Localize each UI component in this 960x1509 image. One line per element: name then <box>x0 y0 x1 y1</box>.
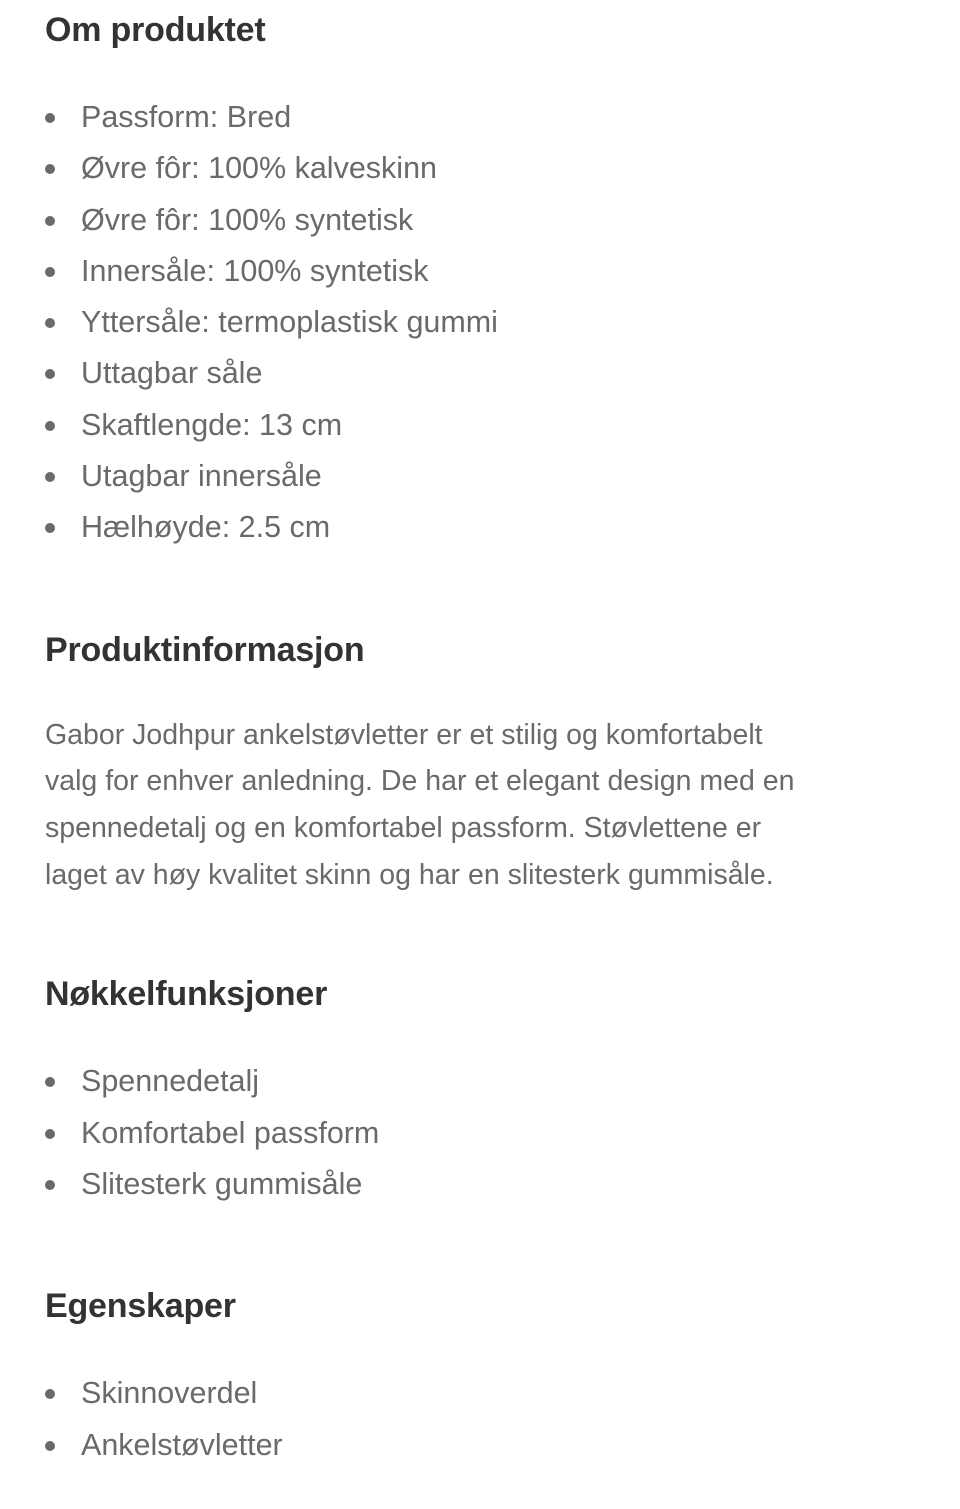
bullet-icon <box>45 523 55 533</box>
list-item <box>45 297 920 348</box>
list-item <box>45 348 920 399</box>
list-item <box>45 1159 920 1210</box>
bullet-icon <box>45 164 55 174</box>
list-item <box>45 246 920 297</box>
list-item <box>45 1420 920 1471</box>
bullet-icon <box>45 267 55 277</box>
description-line: valg for enhver anledning. De har et elegant design med en <box>45 765 795 798</box>
list-item-text: Skinnoverdel <box>81 1376 258 1411</box>
bullet-icon <box>45 1180 55 1190</box>
section-heading: Egenskaper <box>45 1287 236 1326</box>
bullet-icon <box>45 113 55 123</box>
list-item <box>45 1368 920 1419</box>
list-item-text: Skaftlengde: 13 cm <box>81 407 343 442</box>
list-item <box>45 92 920 143</box>
list-item <box>45 143 920 194</box>
bullet-icon <box>45 216 55 226</box>
bullet-list <box>45 92 920 554</box>
list-item-text: Slitesterk gummisåle <box>81 1167 363 1202</box>
section-heading: Nøkkelfunksjoner <box>45 975 328 1014</box>
list-item-text: Passform: Bred <box>81 100 292 134</box>
product-information-section <box>45 620 920 899</box>
bullet-icon <box>45 421 55 431</box>
list-item-text: Komfortabel passform <box>81 1115 380 1150</box>
section-heading: Om produktet <box>45 11 266 49</box>
list-item <box>45 400 920 451</box>
list-item-text: Hælhøyde: 2.5 cm <box>81 510 331 545</box>
list-item-text: Ankelstøvletter <box>81 1427 283 1462</box>
description-paragraph <box>45 712 920 899</box>
bullet-icon <box>45 369 55 379</box>
list-item <box>45 195 920 246</box>
section-heading: Produktinformasjon <box>45 630 365 669</box>
bullet-list <box>45 1368 920 1471</box>
key-features-section <box>45 964 920 1210</box>
list-item-text: Uttagbar såle <box>81 356 263 391</box>
bullet-icon <box>45 1389 55 1399</box>
list-item-text: Øvre fôr: 100% kalveskinn <box>81 151 437 186</box>
about-product-section <box>45 0 920 554</box>
list-item <box>45 451 920 502</box>
list-item-text: Øvre fôr: 100% syntetisk <box>81 202 414 237</box>
bullet-icon <box>45 318 55 328</box>
properties-section <box>45 1276 920 1471</box>
description-line: spennedetalj og en komfortabel passform. Støvlettene er <box>45 812 762 845</box>
bullet-list <box>45 1056 920 1210</box>
bullet-icon <box>45 1441 55 1451</box>
list-item-text: Utagbar innersåle <box>81 459 322 494</box>
list-item-text: Innersåle: 100% syntetisk <box>81 253 429 288</box>
bullet-icon <box>45 1129 55 1139</box>
list-item <box>45 502 920 553</box>
description-line: laget av høy kvalitet skinn og har en slitesterk gummisåle. <box>45 858 774 891</box>
list-item <box>45 1056 920 1107</box>
list-item-text: Yttersåle: termoplastisk gummi <box>81 305 498 340</box>
bullet-icon <box>45 1077 55 1087</box>
list-item-text: Spennedetalj <box>81 1064 260 1099</box>
list-item <box>45 1108 920 1159</box>
bullet-icon <box>45 472 55 482</box>
description-line: Gabor Jodhpur ankelstøvletter er et stilig og komfortabelt <box>45 718 763 751</box>
